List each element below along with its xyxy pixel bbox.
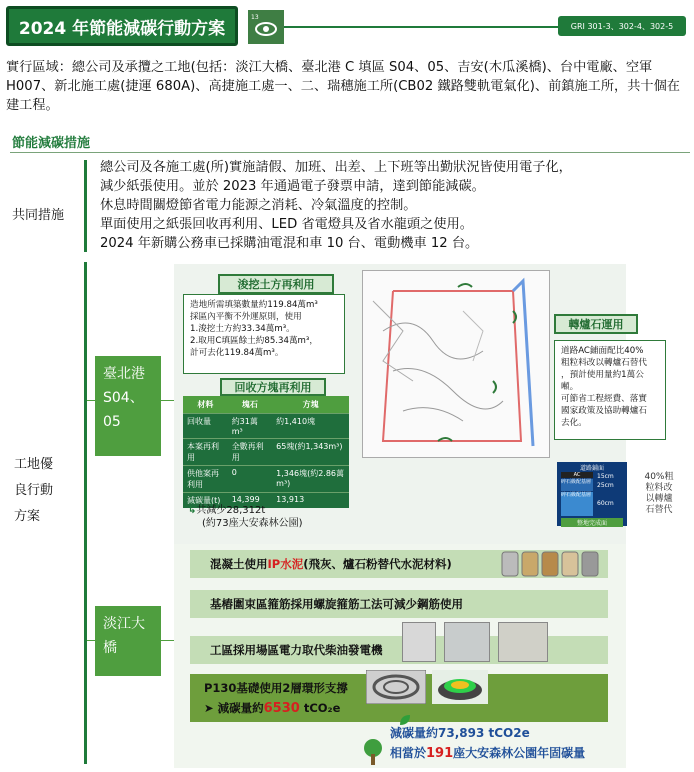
common-measures-bar [84,160,87,252]
power-box-photo [498,622,548,662]
site-actions-label: 工地優 良行動 方案 [14,457,54,524]
table-row: 回收量 約31萬m³ 約1,410塊 [183,414,349,439]
site-actions-bar [84,262,87,764]
table-row: 減碳量(t) 14,399 13,913 [183,493,349,509]
ip-cement-bar: 混凝土使用 IP水泥 (飛灰、爐石粉替代水泥材料) [190,550,608,578]
eye-icon [255,21,277,40]
branch-line [161,640,174,641]
tree-icon [362,738,384,770]
cement-sample-photo [498,546,602,580]
common-line: 總公司及各施工處(所)實施請假、加班、出差、上下班等出勤狀況皆使用電子化， [100,160,572,175]
taipei-port-tag: 臺北港 S04、 05 [95,356,161,456]
common-line: 2024 年新購公務車已採購油電混和車 10 台、電動機車 12 台。 [100,236,479,251]
common-line: 休息時間關燈節省電力能源之消耗、冷氣溫度的控制。 [100,198,417,213]
arrow-icon: ↳ [188,505,197,516]
legend-note: 40%粗 粒料改 以轉爐 石替代 [644,472,674,515]
pavement-legend: 道路鋪面 AC 碎石級配基層 碎石級配基層 15cm 25cm 60cm 整地完成面 [557,462,627,526]
sdg-13-badge [248,10,284,44]
page-title: 2024 年節能減碳行動方案 [6,6,238,46]
table-row: 本案再利用 全數再利用 65塊(約1,343m³) [183,439,349,466]
common-measures-label: 共同措施 [12,208,65,223]
table-header: 塊石 [228,396,272,414]
sdg-number: 13 [251,14,259,21]
slag-use-title: 轉爐石運用 [554,314,638,334]
grid-power-bar: 工區採用場區電力取代柴油發電機 [190,636,608,664]
tamsui-bridge-tag: 淡江大 橋 [95,606,161,676]
site-plan-map [362,270,550,458]
common-line: 減少紙張使用。並於 2023 年通過電子發票申請，達到節能減碳。 [100,179,485,194]
branch-line [161,400,174,401]
gri-badge: GRI 301-3、302-4、302-5 [558,16,686,36]
carbon-saved-note: ↳共減少28,312t (約73座大安森林公園) [188,505,303,529]
section-divider [10,152,690,153]
ring-support-3d-photo [432,670,488,704]
intro-text: 實行區域：總公司及承攬之工地(包括：淡江大橋、臺北港 C 填區 S04、05、吉安(木瓜溪橋)、台中電廠、空軍 H007、新北施工處(捷運 680A)、高捷施工處一、二、瑞穗施工所(CB02 鐵路雙軌電氣化)、前鎮施工所，共十個在建工程。 [6,60,680,113]
branch-line [87,640,95,641]
section-title: 節能減碳措施 [12,136,91,151]
common-measures-text [100,158,690,253]
excavation-note: 造地所需填築數量約119.84萬m³ 採區內平衡不外運原則，使用 1.浚挖土方約33.34萬m³。 2.取用C填區餘土約85.34萬m³， 計可去化119.84萬m³。 [183,294,345,374]
common-line: 單面使用之紙張回收再利用、LED 省電燈具及省水龍頭之使用。 [100,217,473,232]
forest-equivalent: 相當於191座大安森林公園年固碳量 [390,746,586,761]
power-box-photo [444,622,490,662]
branch-line [87,400,95,401]
total-reduction: 減碳量約73,893 tCO2e [390,726,530,740]
table-header: 材料 [183,396,228,414]
header-divider [284,26,558,28]
power-box-photo [402,622,436,662]
slag-note: 道路AC鋪面配比40% 粗粒料改以轉爐石替代 ，預計使用量約1萬公 噸。 可節省工程經費、落實 國家政策及協助轉爐石 去化。 [554,340,666,440]
reuse-table [183,396,349,508]
ring-support-photo [366,670,426,704]
table-row: 供他案再利用 0 1,346塊(約2.86萬m³) [183,466,349,493]
excavation-reuse-title: 浚挖土方 再利用 [218,274,334,294]
table-header: 方塊 [272,396,349,414]
spiral-stirrup-bar: 基樁圍束區箍筋採用螺旋箍筋工法可減少鋼筋使用 [190,590,608,618]
ring-support-bar: P130基礎使用2層環形支撐 ➤ 減碳量約6530 tCO₂e [190,674,608,722]
block-reuse-title: 回收方塊 再利用 [220,378,326,396]
